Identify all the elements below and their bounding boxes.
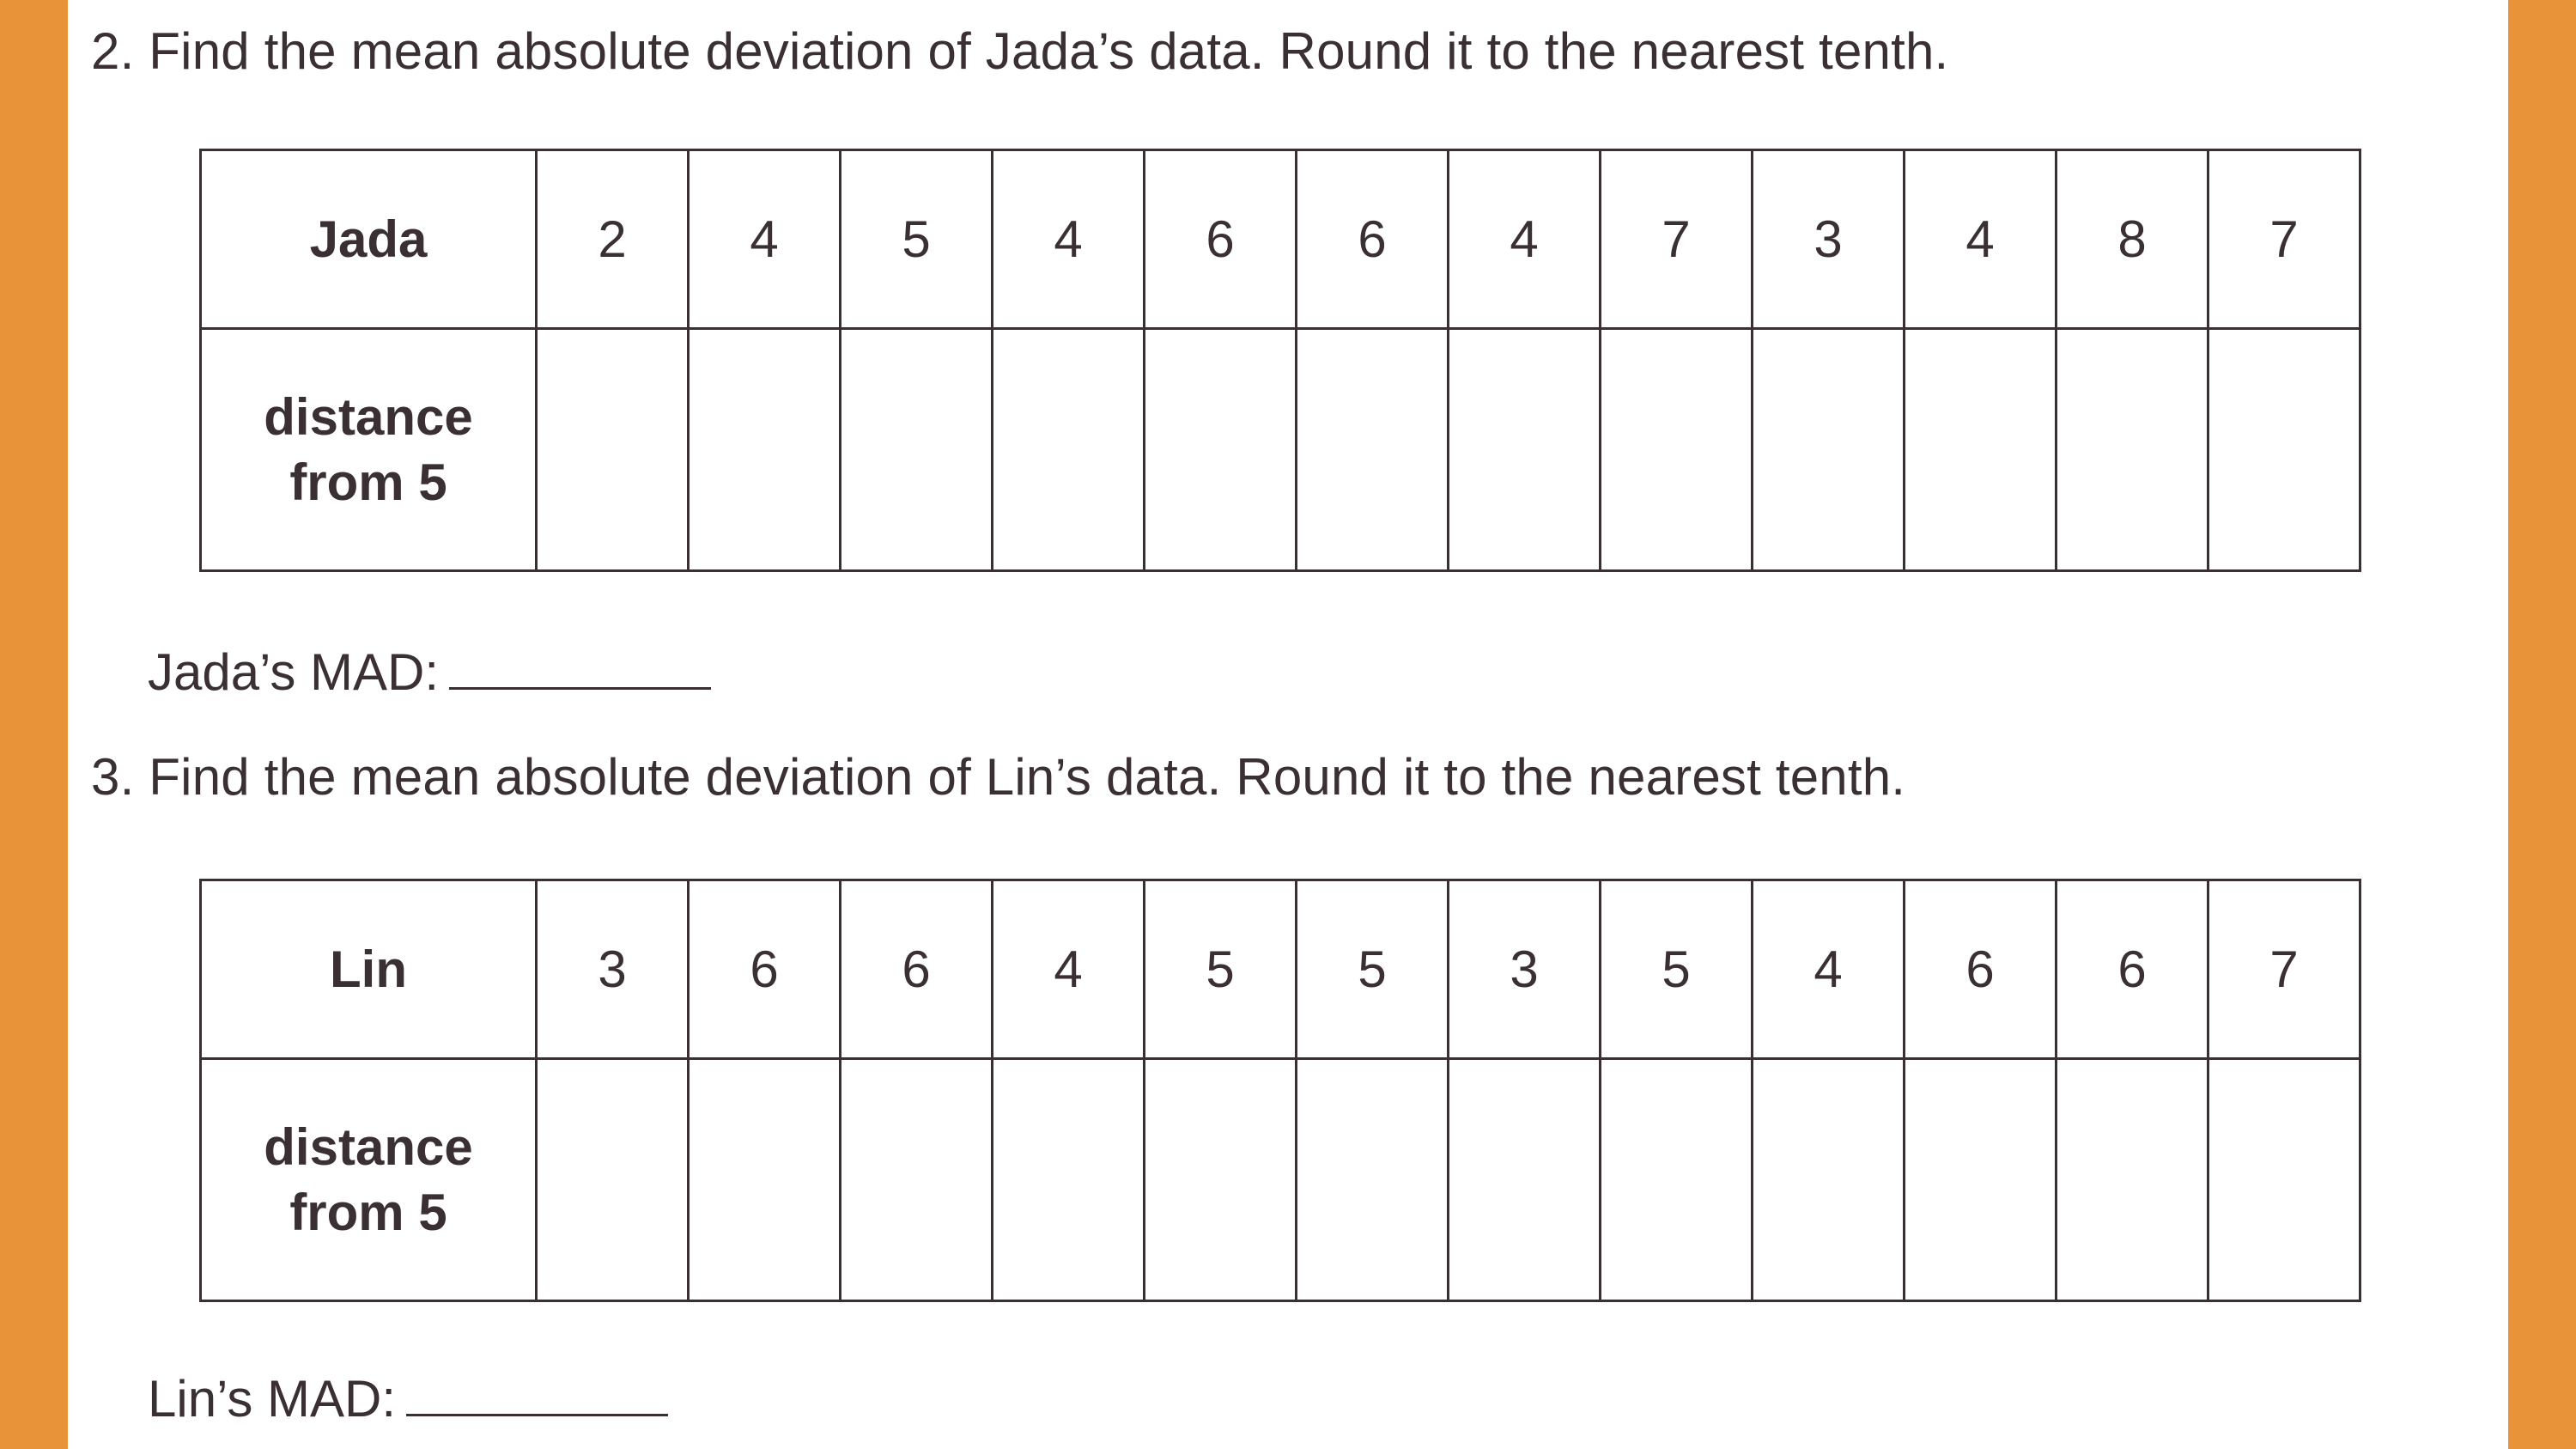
jada-mad-answer: [148, 642, 711, 702]
lin-mad-blank[interactable]: [406, 1413, 668, 1416]
lin-mad-label: Lin’s MAD:: [148, 1370, 396, 1428]
jada-distance-cell[interactable]: [2057, 329, 2208, 571]
jada-value-cell: 7: [1601, 150, 1753, 329]
lin-value-cell: 5: [1297, 880, 1449, 1059]
jada-distance-cell[interactable]: [1601, 329, 1753, 571]
lin-distance-cell[interactable]: [1753, 1059, 1905, 1301]
jada-mad-blank[interactable]: [449, 686, 711, 690]
distance-label-line-1: distance: [264, 387, 473, 446]
lin-value-cell: 6: [2057, 880, 2208, 1059]
jada-distance-cell[interactable]: [1145, 329, 1297, 571]
lin-value-cell: 3: [1449, 880, 1601, 1059]
lin-distance-label: [201, 1059, 537, 1301]
jada-distance-cell[interactable]: [689, 329, 841, 571]
lin-distance-cell[interactable]: [1145, 1059, 1297, 1301]
jada-value-cell: 5: [841, 150, 993, 329]
lin-distance-cell[interactable]: [1449, 1059, 1601, 1301]
lin-distance-cell[interactable]: [841, 1059, 993, 1301]
jada-distance-cell[interactable]: [1449, 329, 1601, 571]
jada-value-cell: 4: [689, 150, 841, 329]
jada-distance-cell[interactable]: [1905, 329, 2057, 571]
lin-distance-cell[interactable]: [689, 1059, 841, 1301]
lin-distance-row: [201, 1059, 2360, 1301]
lin-value-cell: 3: [537, 880, 689, 1059]
lin-value-cell: 6: [1905, 880, 2057, 1059]
jada-value-cell: 7: [2208, 150, 2360, 329]
jada-data-table: [199, 149, 2361, 572]
lin-distance-cell[interactable]: [1601, 1059, 1753, 1301]
jada-distance-cell[interactable]: [537, 329, 689, 571]
distance-label-line-2: from 5: [289, 1183, 447, 1241]
lin-distance-cell[interactable]: [537, 1059, 689, 1301]
jada-distance-cell[interactable]: [1753, 329, 1905, 571]
question-2-prompt: 2. Find the mean absolute deviation of Jada’s data. Round it to the nearest tenth.: [91, 22, 1949, 80]
jada-value-cell: 4: [1905, 150, 2057, 329]
jada-distance-cell[interactable]: [993, 329, 1145, 571]
distance-label-line-1: distance: [264, 1117, 473, 1176]
jada-distance-cell[interactable]: [1297, 329, 1449, 571]
lin-value-cell: 6: [689, 880, 841, 1059]
lin-distance-cell[interactable]: [1297, 1059, 1449, 1301]
lin-data-table: [199, 879, 2361, 1302]
jada-distance-cell[interactable]: [2208, 329, 2360, 571]
lin-distance-cell[interactable]: [2057, 1059, 2208, 1301]
distance-label-line-2: from 5: [289, 453, 447, 511]
jada-distance-cell[interactable]: [841, 329, 993, 571]
jada-value-cell: 4: [1449, 150, 1601, 329]
lin-mad-answer: [148, 1369, 668, 1428]
jada-row-label: Jada: [201, 150, 537, 329]
jada-mad-label: Jada’s MAD:: [148, 643, 440, 701]
jada-distance-row: [201, 329, 2360, 571]
jada-value-cell: 4: [993, 150, 1145, 329]
jada-values-row: [201, 150, 2360, 329]
lin-distance-cell[interactable]: [1905, 1059, 2057, 1301]
lin-row-label: Lin: [201, 880, 537, 1059]
lin-distance-cell[interactable]: [2208, 1059, 2360, 1301]
lin-value-cell: 4: [993, 880, 1145, 1059]
jada-value-cell: 2: [537, 150, 689, 329]
lin-value-cell: 5: [1145, 880, 1297, 1059]
jada-value-cell: 3: [1753, 150, 1905, 329]
lin-values-row: [201, 880, 2360, 1059]
worksheet-page: [68, 0, 2508, 1449]
lin-value-cell: 7: [2208, 880, 2360, 1059]
jada-distance-label: [201, 329, 537, 571]
lin-distance-cell[interactable]: [993, 1059, 1145, 1301]
question-3-prompt: 3. Find the mean absolute deviation of Lin’s data. Round it to the nearest tenth.: [91, 748, 1906, 806]
lin-value-cell: 5: [1601, 880, 1753, 1059]
jada-value-cell: 6: [1297, 150, 1449, 329]
jada-value-cell: 8: [2057, 150, 2208, 329]
jada-value-cell: 6: [1145, 150, 1297, 329]
lin-value-cell: 6: [841, 880, 993, 1059]
lin-value-cell: 4: [1753, 880, 1905, 1059]
